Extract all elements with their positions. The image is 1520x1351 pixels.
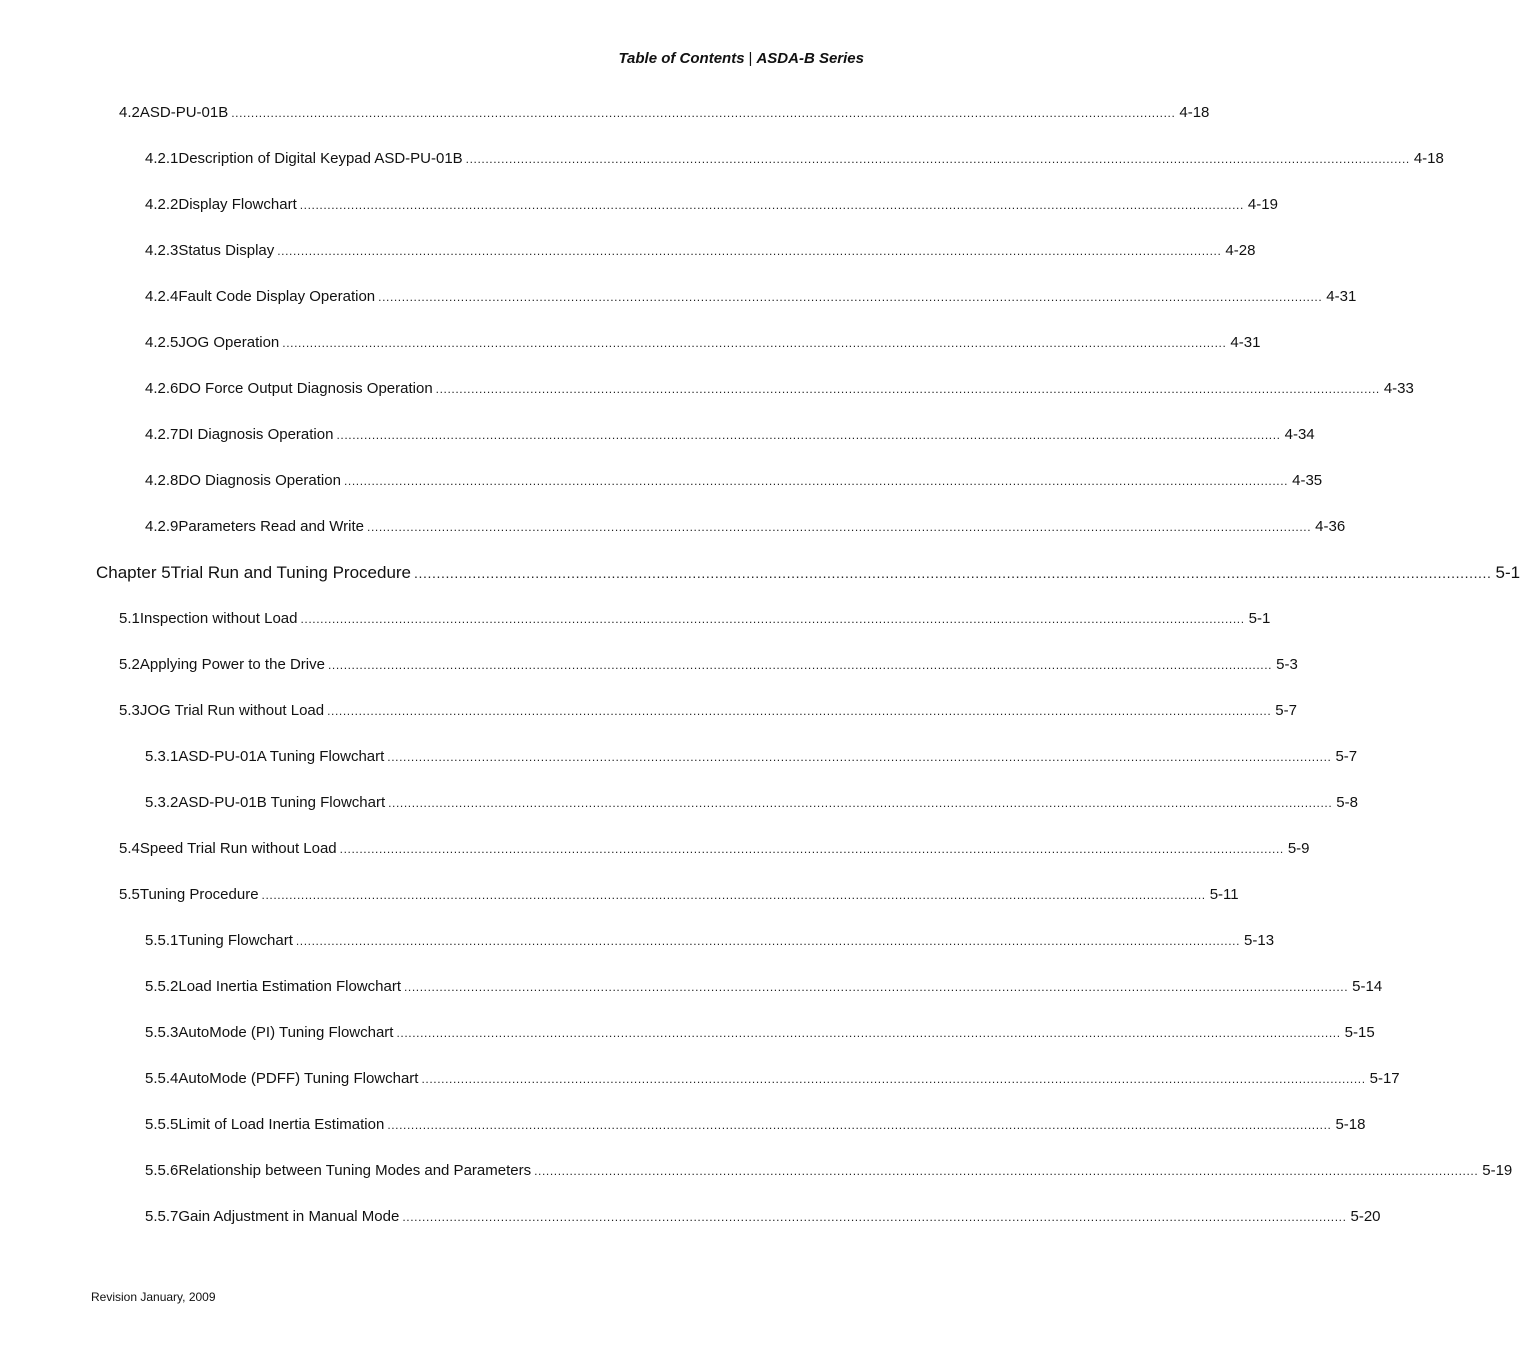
toc-entry-page: 5-9	[1287, 840, 1310, 857]
toc-entry-4-2[interactable]	[119, 104, 1210, 126]
dot-leader: ................................................................................................................................................................................................................................................	[387, 750, 1332, 764]
toc-entry-number: 4.2.7	[145, 426, 179, 443]
toc-entry-page: 5-20	[1350, 1208, 1381, 1225]
toc-entry-number: 4.2.8	[145, 472, 179, 489]
toc-entry-4-2-2[interactable]	[145, 196, 1278, 218]
toc-entry-page: 5-11	[1209, 886, 1239, 903]
toc-entry-number: 5.5.7	[145, 1208, 179, 1225]
toc-entry-number: 4.2.1	[145, 150, 179, 167]
toc-entry-number: 4.2.9	[145, 518, 179, 535]
dot-leader: ................................................................................................................................................................................................................................................	[336, 428, 1281, 442]
toc-entry-number: 4.2	[119, 104, 140, 121]
toc-entry-4-2-5[interactable]	[145, 334, 1261, 356]
toc-entry-5-3[interactable]	[119, 702, 1297, 724]
toc-entry-page: 5-7	[1335, 748, 1358, 765]
toc-entry-page: 5-8	[1336, 794, 1358, 811]
toc-entry-number: 5.5.5	[145, 1116, 179, 1133]
toc-entry-5-1[interactable]	[119, 610, 1271, 632]
toc-entry-5-2[interactable]	[119, 656, 1298, 678]
header-separator: |	[748, 50, 753, 67]
toc-entry-number: 4.2.5	[145, 334, 179, 351]
toc-entry-title: Status Display	[178, 242, 275, 259]
dot-leader: ................................................................................................................................................................................................................................................	[534, 1164, 1479, 1178]
dot-leader: ................................................................................................................................................................................................................................................	[378, 290, 1323, 304]
toc-entry-title: Tuning Procedure	[139, 886, 259, 903]
header-document-section: Table of Contents	[618, 50, 745, 67]
toc-entry-5-5-6[interactable]	[145, 1162, 1513, 1184]
dot-leader: ................................................................................................................................................................................................................................................	[300, 612, 1245, 626]
toc-entry-5-5-2[interactable]	[145, 978, 1383, 1000]
dot-leader: ................................................................................................................................................................................................................................................	[327, 704, 1272, 718]
dot-leader: ................................................................................................................................................................................................................................................	[327, 658, 1273, 672]
toc-entry-title: Load Inertia Estimation Flowchart	[178, 978, 401, 995]
toc-entry-number: 5.1	[119, 610, 140, 627]
dot-leader: ................................................................................................................................................................................................................................................	[261, 888, 1206, 902]
toc-entry-title: Gain Adjustment in Manual Mode	[178, 1208, 400, 1225]
toc-entry-number: 5.4	[119, 840, 140, 857]
dot-leader: ................................................................................................................................................................................................................................................	[277, 244, 1222, 258]
toc-entry-number: 5.5.6	[145, 1162, 179, 1179]
dot-leader: ................................................................................................................................................................................................................................................	[282, 336, 1227, 350]
toc-entry-5-5-5[interactable]	[145, 1116, 1366, 1138]
toc-entry-page: 4-31	[1230, 334, 1261, 351]
toc-entry-title: Tuning Flowchart	[178, 932, 293, 949]
header-product-series: ASDA-B Series	[756, 50, 864, 67]
dot-leader: ................................................................................................................................................................................................................................................	[367, 520, 1312, 534]
toc-entry-number: 4.2.3	[145, 242, 179, 259]
toc-entry-title: ASD-PU-01B Tuning Flowchart	[178, 794, 386, 811]
toc-entry-page: 5-17	[1369, 1070, 1400, 1087]
toc-entry-number: 5.3.1	[145, 748, 179, 765]
toc-entry-page: 4-28	[1225, 242, 1256, 259]
dot-leader: ................................................................................................................................................................................................................................................	[465, 152, 1410, 166]
toc-entry-title: Description of Digital Keypad ASD-PU-01B	[178, 150, 463, 167]
toc-entry-5-5-1[interactable]	[145, 932, 1275, 954]
toc-entry-number: 5.3.2	[145, 794, 179, 811]
toc-entry-title: ASD-PU-01A Tuning Flowchart	[178, 748, 385, 765]
toc-entry-page: 5-15	[1344, 1024, 1375, 1041]
toc-entry-title: Limit of Load Inertia Estimation	[178, 1116, 385, 1133]
toc-entry-title: Applying Power to the Drive	[139, 656, 325, 673]
toc-chapter-number: Chapter 5	[96, 563, 171, 582]
toc-entry-5-5-4[interactable]	[145, 1070, 1400, 1092]
toc-entry-title: AutoMode (PDFF) Tuning Flowchart	[178, 1070, 419, 1087]
toc-entry-5-5-3[interactable]	[145, 1024, 1375, 1046]
toc-entry-5-5-7[interactable]	[145, 1208, 1381, 1230]
toc-entry-page: 5-1	[1495, 563, 1520, 582]
toc-entry-4-2-7[interactable]	[145, 426, 1315, 448]
toc-entry-page: 5-7	[1275, 702, 1297, 719]
dot-leader: ................................................................................................................................................................................................................................................	[435, 382, 1380, 396]
toc-entry-5-3-1[interactable]	[145, 748, 1358, 770]
toc-chapter-5[interactable]	[96, 563, 1520, 585]
toc-entry-title: Display Flowchart	[178, 196, 297, 213]
dot-leader: ................................................................................................................................................................................................................................................	[339, 842, 1284, 856]
toc-entry-title: Inspection without Load	[139, 610, 298, 627]
toc-entry-page: 5-1	[1248, 610, 1271, 627]
toc-entry-number: 5.5.4	[145, 1070, 179, 1087]
toc-entry-title: Relationship between Tuning Modes and Parameters	[178, 1162, 532, 1179]
toc-entry-5-5[interactable]	[119, 886, 1239, 908]
dot-leader: ................................................................................................................................................................................................................................................	[299, 198, 1244, 212]
toc-entry-page: 4-33	[1383, 380, 1414, 397]
toc-entry-number: 4.2.2	[145, 196, 179, 213]
toc-entry-title: DI Diagnosis Operation	[178, 426, 334, 443]
toc-entry-5-3-2[interactable]	[145, 794, 1358, 816]
dot-leader: ................................................................................................................................................................................................................................................	[403, 980, 1349, 994]
toc-entry-title: JOG Trial Run without Load	[139, 702, 325, 719]
toc-entry-number: 5.5.1	[145, 932, 179, 949]
toc-entry-number: 5.5	[119, 886, 140, 903]
toc-entry-page: 4-35	[1292, 472, 1323, 489]
dot-leader: ................................................................................................................................................................................................................................................	[231, 106, 1176, 120]
toc-entry-title: AutoMode (PI) Tuning Flowchart	[178, 1024, 394, 1041]
toc-entry-number: 4.2.6	[145, 380, 179, 397]
toc-entry-number: 5.5.2	[145, 978, 179, 995]
toc-entry-page: 5-3	[1276, 656, 1298, 673]
toc-entry-5-4[interactable]	[119, 840, 1310, 862]
toc-entry-page: 4-31	[1326, 288, 1357, 305]
toc-entry-4-2-9[interactable]	[145, 518, 1346, 540]
toc-entry-page: 5-13	[1244, 932, 1275, 949]
toc-entry-4-2-8[interactable]	[145, 472, 1323, 494]
dot-leader: ................................................................................................................................................................................................................................................	[388, 796, 1333, 810]
toc-entry-title: DO Force Output Diagnosis Operation	[178, 380, 433, 397]
toc-entry-title: ASD-PU-01B	[139, 104, 229, 121]
toc-entry-page: 4-36	[1315, 518, 1346, 535]
toc-entry-page: 4-34	[1284, 426, 1315, 443]
toc-entry-title: Speed Trial Run without Load	[139, 840, 337, 857]
toc-entry-page: 5-18	[1335, 1116, 1366, 1133]
toc-entry-title: JOG Operation	[178, 334, 280, 351]
dot-leader: ................................................................................................................................................................................................................................................	[396, 1026, 1341, 1040]
toc-entry-title: DO Diagnosis Operation	[178, 472, 341, 489]
toc-entry-page: 4-18	[1179, 104, 1210, 121]
dot-leader: ................................................................................................................................................................................................................................................	[421, 1072, 1366, 1086]
toc-entry-4-2-3[interactable]	[145, 242, 1256, 264]
toc-entry-number: 5.2	[119, 656, 140, 673]
dot-leader: ................................................................................................................................................................................................................................................	[295, 934, 1241, 948]
toc-entry-4-2-6[interactable]	[145, 380, 1414, 402]
toc-entry-page: 5-19	[1482, 1162, 1513, 1179]
toc-entry-page: 5-14	[1352, 978, 1383, 995]
toc-entry-page: 4-19	[1247, 196, 1278, 213]
page-footer-revision: Revision January, 2009	[91, 1290, 216, 1304]
toc-entry-title: Parameters Read and Write	[178, 518, 365, 535]
toc-chapter-title: Trial Run and Tuning Procedure	[170, 563, 412, 582]
dot-leader: ................................................................................................................................................................................................................................................	[402, 1210, 1347, 1224]
toc-entry-number: 5.5.3	[145, 1024, 179, 1041]
toc-entry-title: Fault Code Display Operation	[178, 288, 376, 305]
dot-leader: ................................................................................................................................................................................................................................................	[343, 474, 1289, 488]
dot-leader: ................................................................................................................................................................................................................................................	[387, 1118, 1332, 1132]
toc-entry-number: 4.2.4	[145, 288, 179, 305]
toc-entry-4-2-4[interactable]	[145, 288, 1357, 310]
dot-leader: ................................................................................................................................................................................................................................................	[414, 565, 1492, 581]
toc-entry-4-2-1[interactable]	[145, 150, 1444, 172]
toc-entry-page: 4-18	[1413, 150, 1444, 167]
toc-entry-number: 5.3	[119, 702, 140, 719]
